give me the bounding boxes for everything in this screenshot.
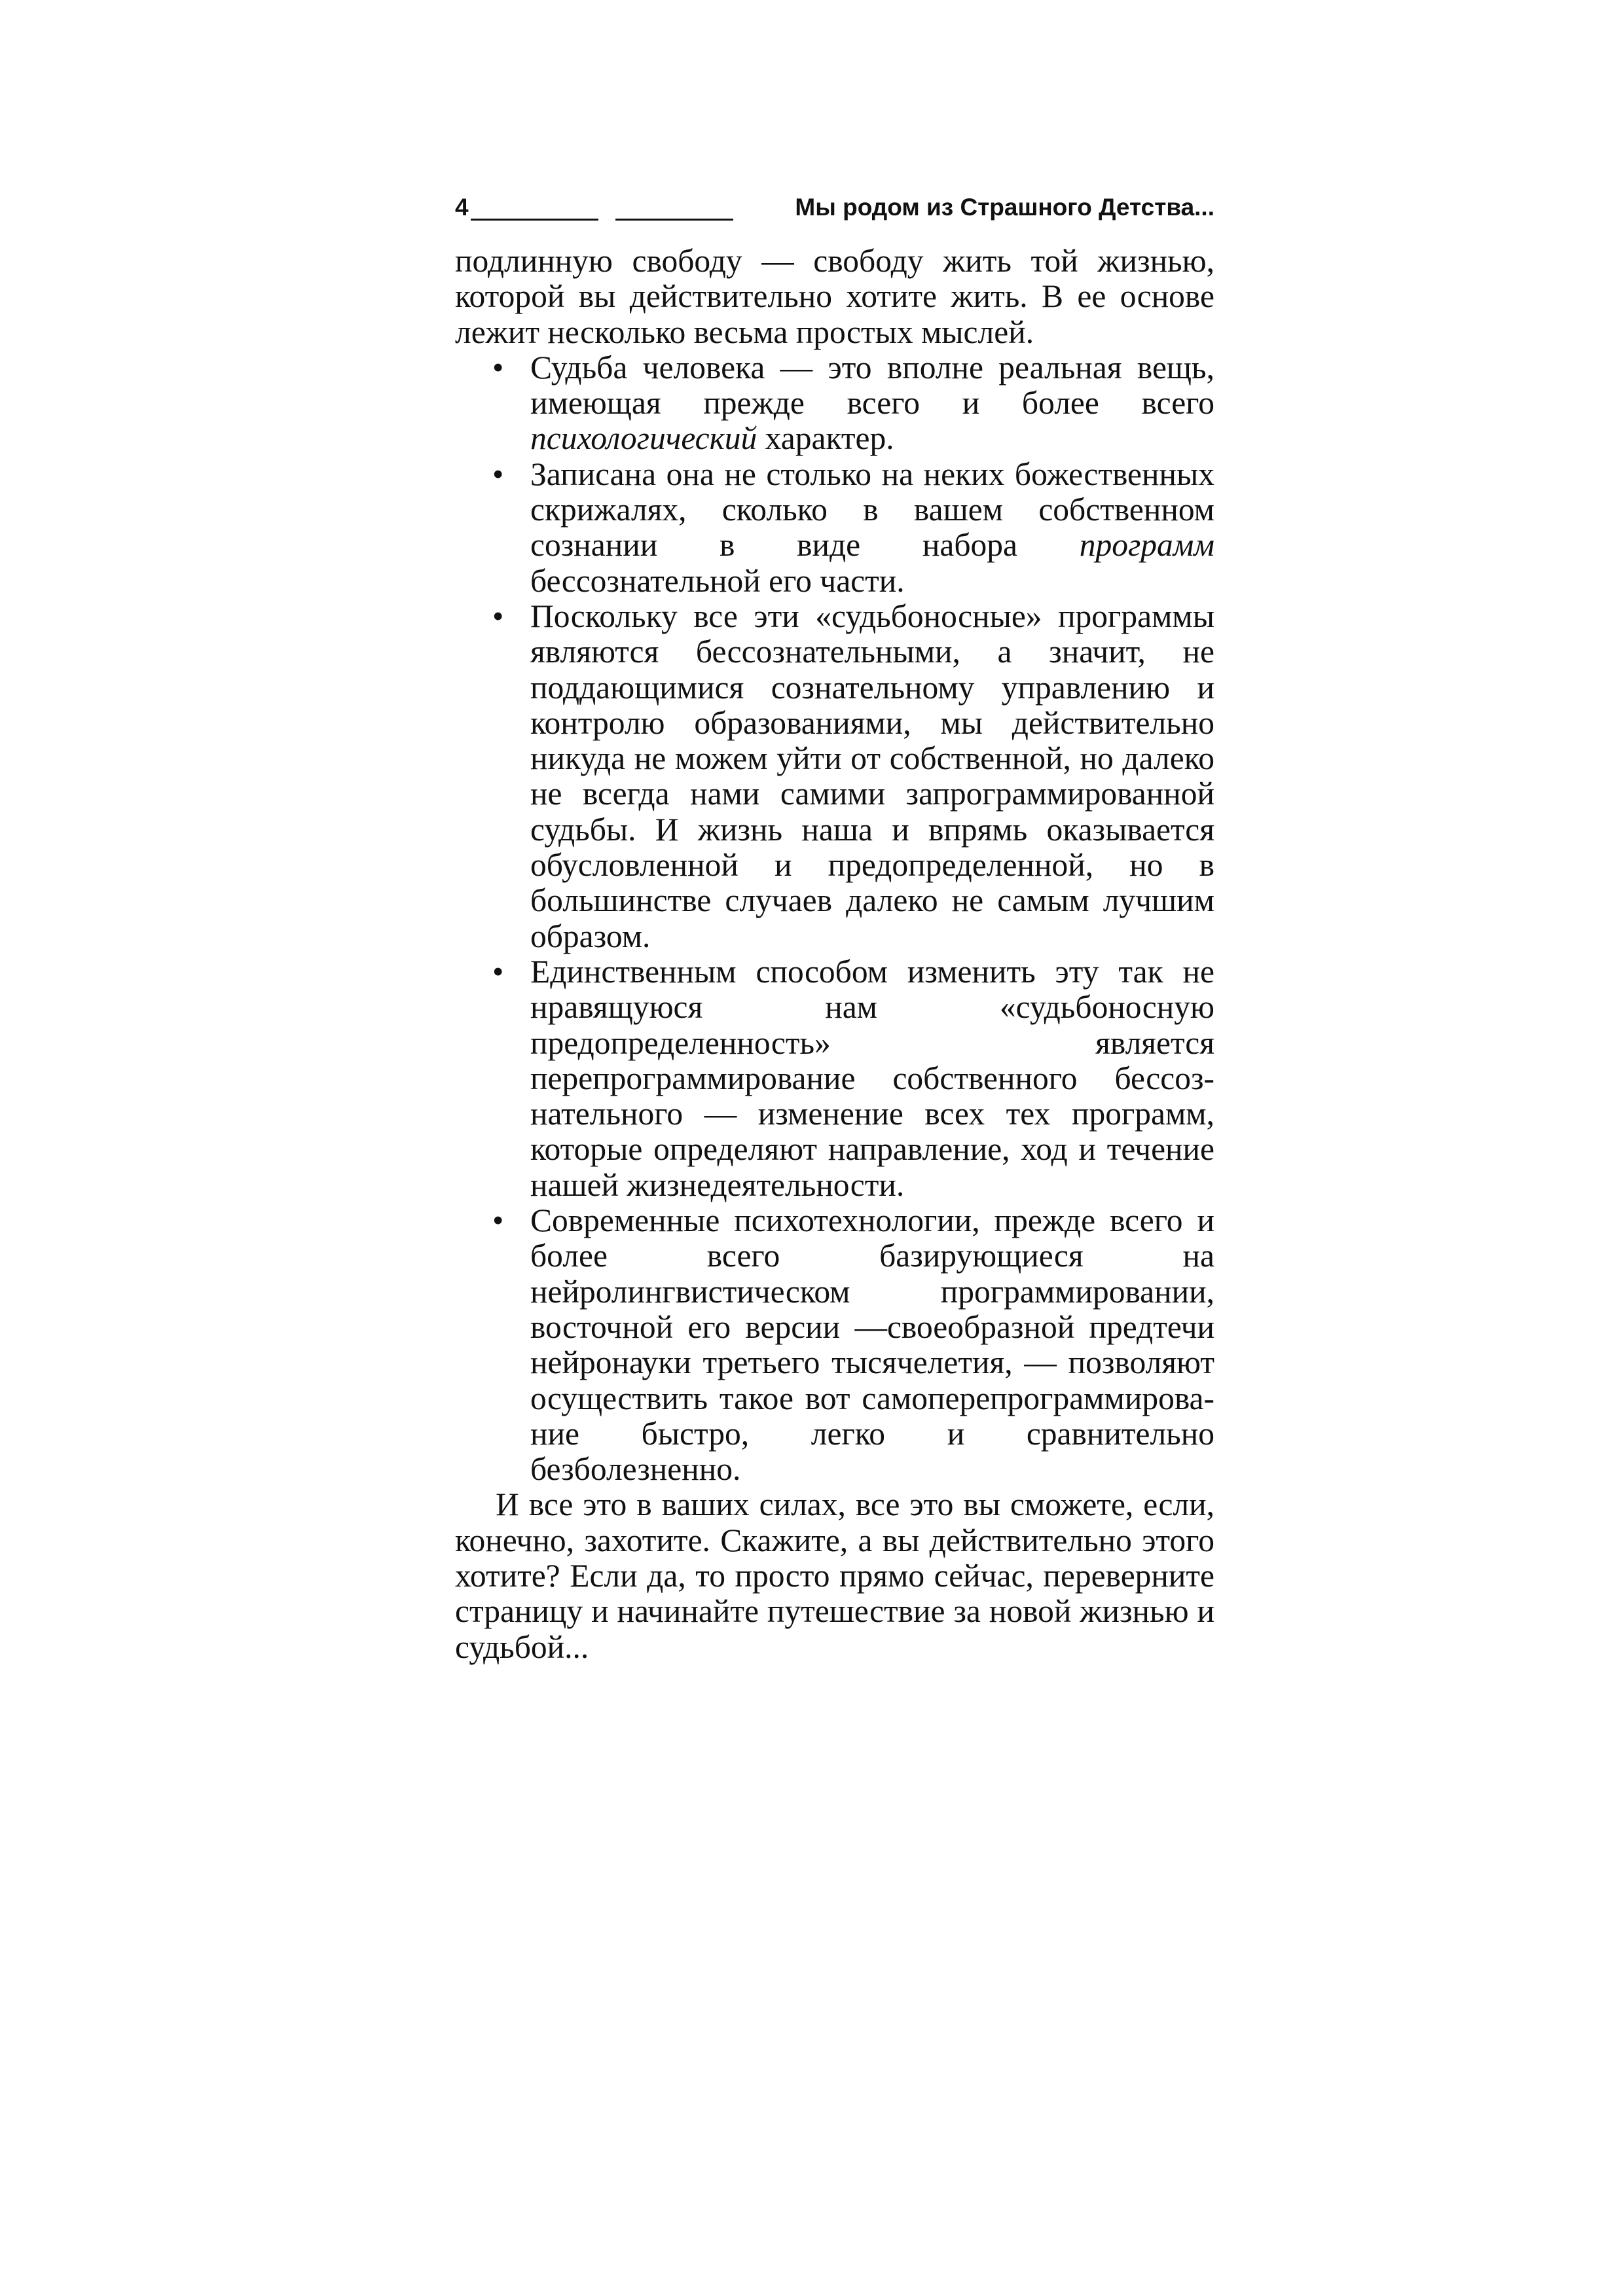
list-item: [455, 599, 1214, 954]
page-number: 4: [455, 194, 469, 221]
header-rule-right: [615, 219, 733, 221]
intro-paragraph: подлинную свободу — свободу жить той жизнью, которой вы действительно хотите жить. В ее основе лежит несколько весьма простых мыслей.: [455, 243, 1214, 350]
bullet-text: [530, 350, 1214, 457]
bullet-text: [530, 457, 1214, 599]
emphasis-text: психологический: [530, 420, 757, 457]
bullet-text: Поскольку все эти «судьбоносные» программы являются бессознательными, а значит, не поддающимися сознательному управлению и контролю образованиями, мы действительно никуда не можем уйти от собственной, но далеко не всегда нами самими запрограммированной судьбы. И жизнь наша и впрямь оказывается обусловленной и предопределенной, но в большинстве случаев далеко не самым лучшим образом.: [530, 598, 1214, 954]
running-title: Мы родом из Страшного Детства...: [795, 194, 1214, 221]
bullet-marker: •: [492, 1202, 504, 1239]
bullet-text: Единственным способом изменить эту так не нравящуюся нам «судьбоносную предопределенность» является перепрограммирование собственного бессознательного — изменение всех тех программ, которые определяют направление, ход и течение нашей жизнедеятельности.: [530, 953, 1214, 1203]
list-item: [455, 457, 1214, 599]
bullet-marker: •: [492, 598, 504, 634]
closing-paragraph: И все это в ваших силах, все это вы сможете, если, конечно, захотите. Скажите, а вы действительно этого хотите? Если да, то просто прямо сейчас, переверните страницу и начинайте путешествие за новой жизнью и судьбой...: [455, 1486, 1214, 1665]
bullet-marker: •: [492, 456, 504, 492]
bullet-text: Современные психотехнологии, прежде всего и более всего базирующиеся на нейролингвистическом программировании, восточной его версии —своеобразной предтечи нейронауки третьего тысячелетия, — позволяют осуществить такое вот самоперепрограммирование быстро, легко и сравнительно безболезненно.: [530, 1202, 1214, 1488]
bullet-text-part: Записана она не столько на неких божественных скрижалях, сколько в вашем собственном сознании в виде набора: [530, 456, 1214, 564]
list-item: [455, 954, 1214, 1203]
bullet-marker: •: [492, 953, 504, 990]
bullet-text-part: Судьба человека — это вполне реальная вещь, имеющая прежде всего и более всего: [530, 349, 1214, 422]
bullet-marker: •: [492, 349, 504, 386]
bullet-text-part: бессознательной его части.: [530, 562, 905, 599]
page-body: [455, 243, 1214, 1665]
bullet-text-part: характер.: [757, 420, 894, 457]
list-item: [455, 350, 1214, 457]
running-header: [455, 194, 1214, 226]
header-rule-left: [471, 219, 598, 221]
emphasis-text: программ: [1079, 527, 1214, 564]
bullet-list: [455, 350, 1214, 1488]
list-item: [455, 1203, 1214, 1487]
